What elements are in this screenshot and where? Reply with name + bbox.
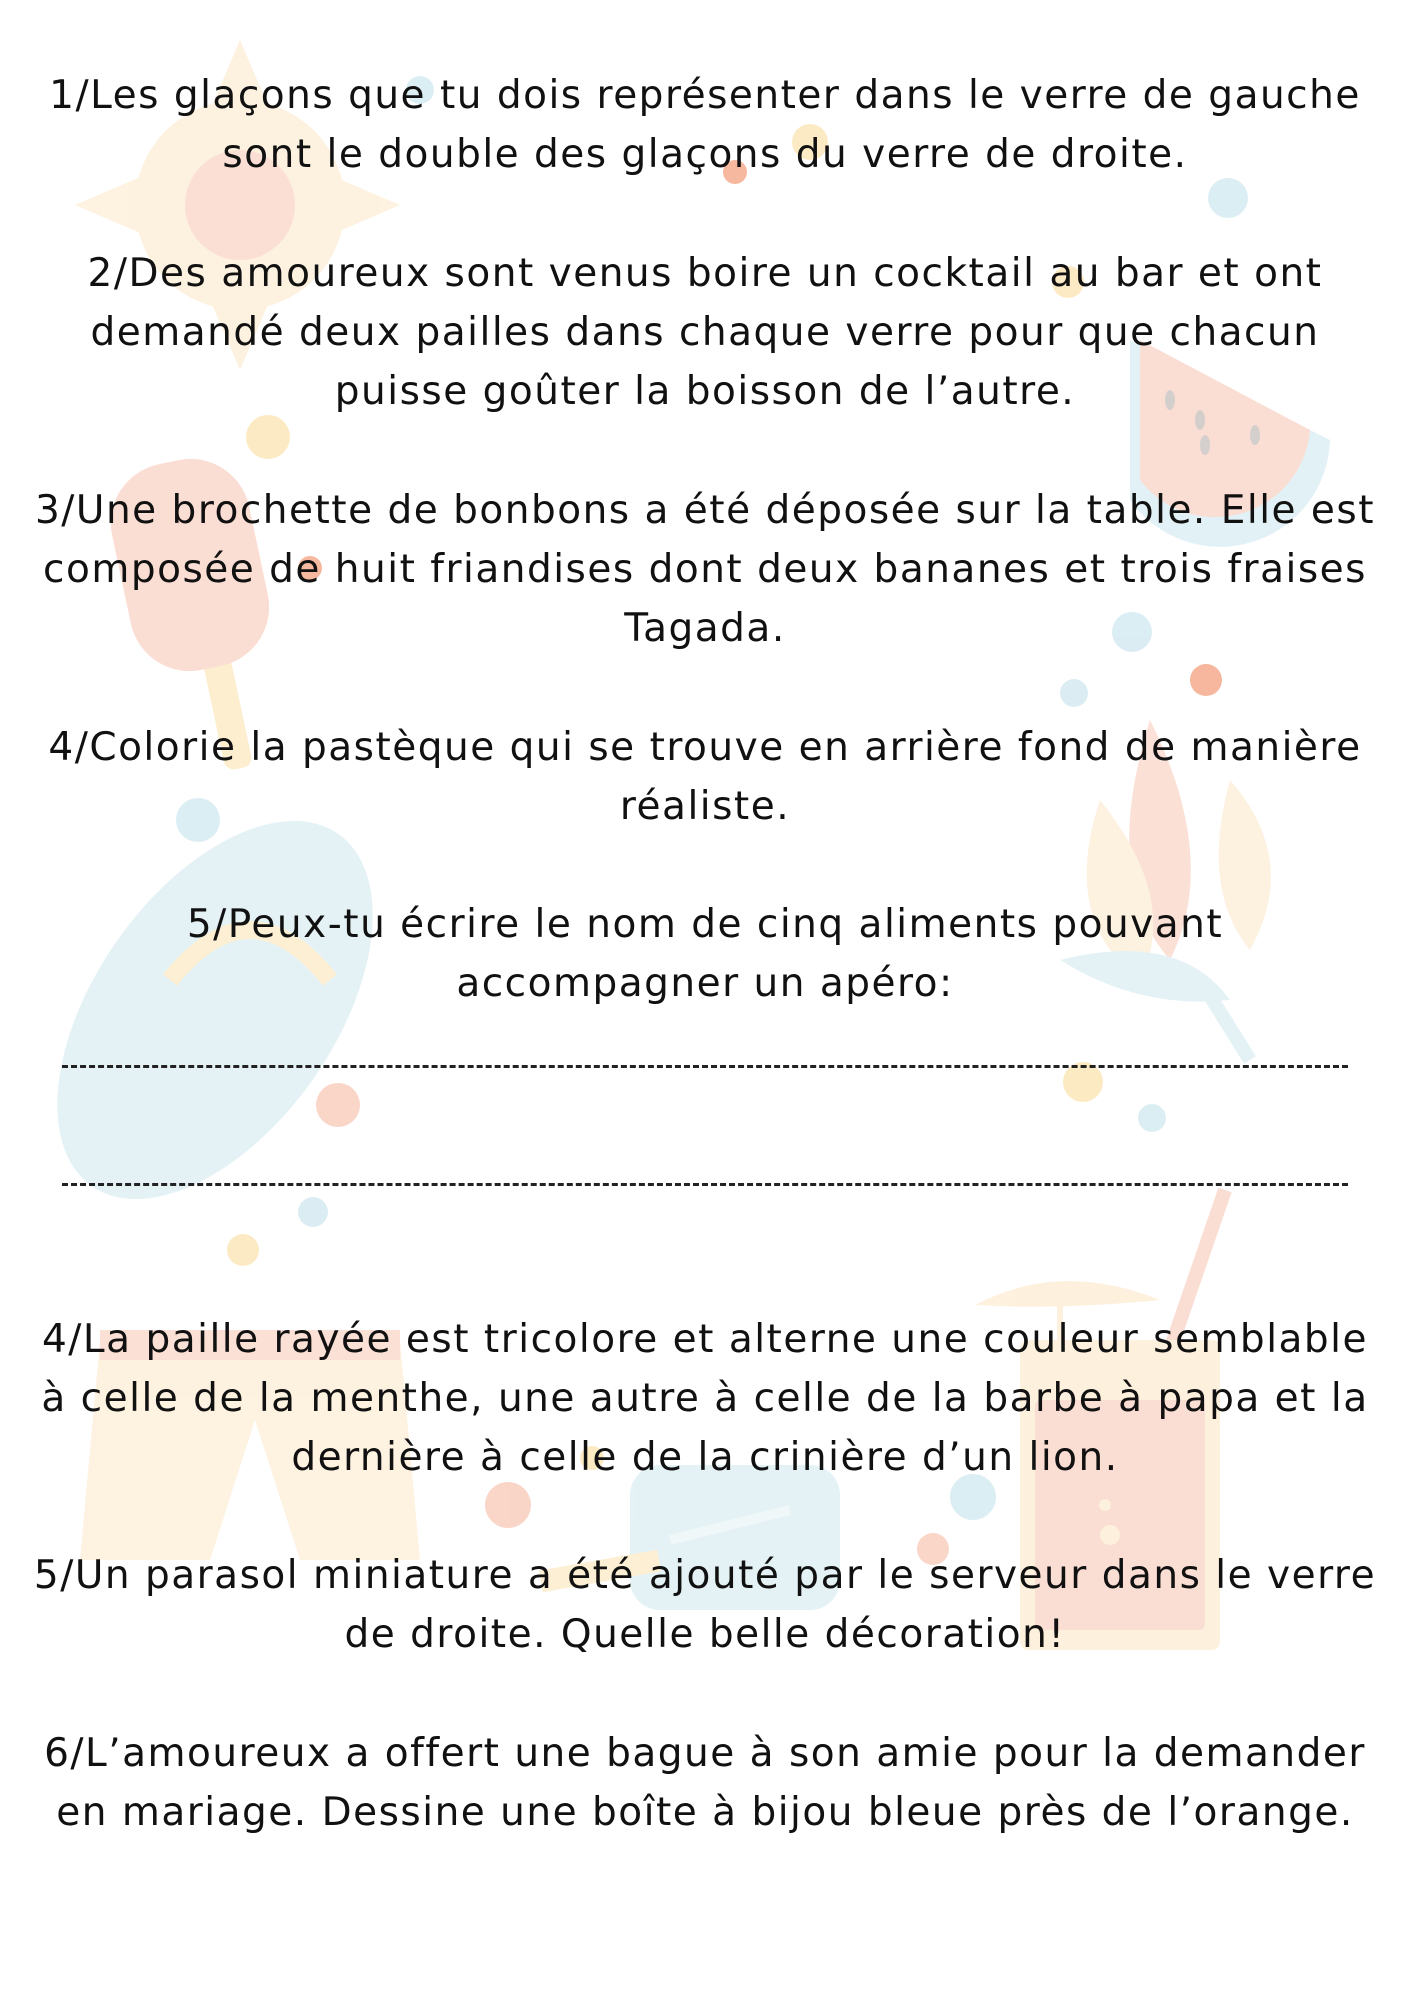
answer-line-2[interactable] [62, 1183, 1348, 1186]
instruction-5-question: 5/Peux-tu écrire le nom de cinq aliments pouvant accompagner un apéro: [186, 902, 1224, 1006]
answer-line-1[interactable] [62, 1065, 1348, 1068]
instruction-5b: 5/Un parasol miniature a été ajouté par le serveur dans le verre de droite. Quelle belle décoration! [33, 1553, 1377, 1657]
instruction-2: 2/Des amoureux sont venus boire un cocktail au bar et ont demandé deux pailles dans chaque verre pour que chacun puisse goûter la boisson de l’autre. [87, 251, 1323, 414]
instruction-1: 1/Les glaçons que tu dois représenter dans le verre de gauche sont le double des glaçons du verre de droite. [49, 73, 1361, 177]
instruction-3: 3/Une brochette de bonbons a été déposée sur la table. Elle est composée de huit friandises dont deux bananes et trois fraises Tagada. [34, 488, 1376, 651]
instruction-4b: 4/La paille rayée est tricolore et alterne une couleur semblable à celle de la menthe, une autre à celle de la barbe à papa et la dernière à celle de la crinière d’un lion. [41, 1317, 1369, 1480]
instruction-4: 4/Colorie la pastèque qui se trouve en arrière fond de manière réaliste. [48, 725, 1362, 829]
instruction-6: 6/L’amoureux a offert une bague à son amie pour la demander en mariage. Dessine une boîte à bijou bleue près de l’orange. [44, 1731, 1366, 1835]
